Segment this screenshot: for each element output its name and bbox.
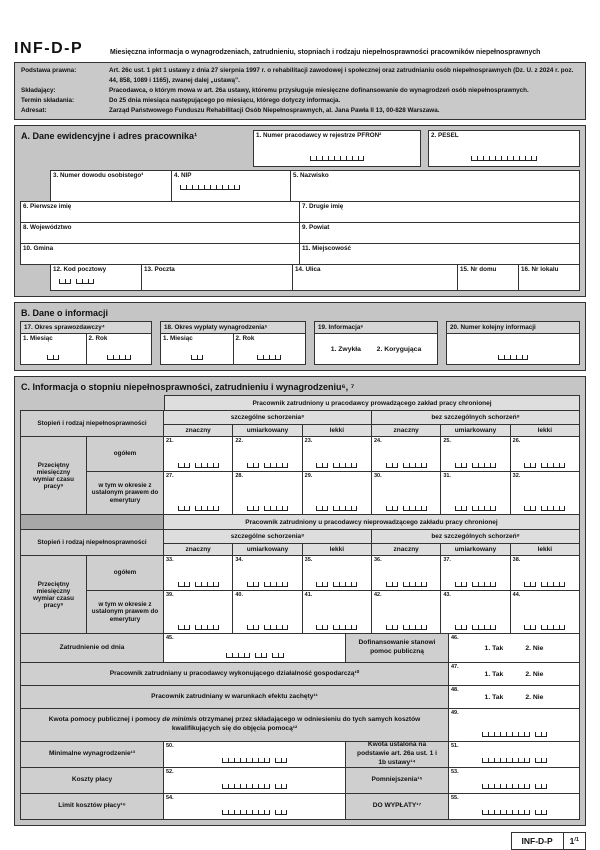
field-voivodeship-label: 8. Województwo <box>23 224 72 232</box>
cell-number: 34. <box>235 557 243 564</box>
section-c-title: C. Informacja o stopniu niepełnosprawności, zatrudnieniu i wynagrodzeniu⁶, ⁷ <box>21 382 355 393</box>
field-payment-period <box>160 321 306 365</box>
subsidy-public-aid-label: Dofinansowanie stanowi pomoc publiczną <box>345 633 449 663</box>
field-to-pay[interactable] <box>448 793 580 820</box>
field-second-name[interactable] <box>299 201 580 223</box>
field-nip[interactable] <box>171 170 291 202</box>
col-special-ailments: szczególne schorzenia⁸ <box>163 529 372 544</box>
field-business-activity <box>448 662 580 686</box>
reporting-period-label: 17. Okres sprawozdawczy⁴ <box>21 322 151 334</box>
cell-27[interactable] <box>163 471 233 515</box>
to-pay-comb[interactable] <box>449 810 579 815</box>
field-county-label: 9. Powiat <box>302 224 330 232</box>
field-house-number[interactable] <box>457 264 519 291</box>
col-degree: lekki <box>510 424 580 437</box>
cell-41-comb[interactable] <box>303 625 371 630</box>
field-nip-label: 4. NIP <box>174 172 192 180</box>
option-no[interactable]: 2. Nie <box>525 644 544 652</box>
section-b-title: B. Dane o informacji <box>21 308 109 319</box>
cell-36-comb[interactable] <box>372 582 440 587</box>
field-county[interactable] <box>299 222 580 244</box>
section-a-grid <box>20 170 580 291</box>
option-regular[interactable]: 1. Zwykła <box>330 345 361 353</box>
cost-limit-label: Limit kosztów płacy¹⁶ <box>20 793 164 820</box>
option-correcting[interactable]: 2. Korygująca <box>376 345 422 353</box>
cell-40-comb[interactable] <box>233 625 301 630</box>
cell-29[interactable] <box>302 471 372 515</box>
cell-number: 52. <box>166 769 174 776</box>
col-degree: znaczny <box>371 543 441 556</box>
cell-number: 33. <box>166 557 174 564</box>
aid-label-post: otrzymanej przez składającego w odniesieniu do tych samych kosztów kwalifikujących się do objęcia pomocą¹² <box>171 716 421 733</box>
cell-number: 28. <box>235 473 243 480</box>
legal-info-box <box>14 62 586 120</box>
year-label: 2. Rok <box>235 335 255 343</box>
row-label-retirement: w tym w okresie z ustalonym prawem do emerytury <box>86 590 164 634</box>
cell-24-comb[interactable] <box>372 463 440 468</box>
public-aid-amount-comb[interactable] <box>449 732 579 737</box>
field-pesel[interactable] <box>428 130 580 167</box>
cell-number: 36. <box>373 557 382 564</box>
aid-label-pre: Kwota pomocy publicznej i pomocy <box>48 716 163 724</box>
field-pesel-label: 2. PESEL <box>431 132 459 140</box>
cell-34-comb[interactable] <box>233 582 301 587</box>
cell-21-comb[interactable] <box>164 463 232 468</box>
field-town[interactable] <box>299 243 580 265</box>
cell-number: 38. <box>512 557 521 564</box>
legal-text: Art. 26c ust. 1 pkt 1 ustawy z dnia 27 sierpnia 1997 r. o rehabilitacji zawodowej i społecznej oraz zatrudnianiu osób niepełnosprawnych (Dz. U. z 2024 r. poz. 44, 858, 1089 i 1165), zwanej dalej „ustawą”. <box>109 67 574 85</box>
field-post-office[interactable] <box>141 264 293 291</box>
pfron-number-comb[interactable] <box>254 156 420 161</box>
option-yes[interactable]: 1. Tak <box>484 693 504 701</box>
field-first-name[interactable] <box>20 201 300 223</box>
cell-number: 41. <box>304 592 313 599</box>
cell-number: 35. <box>304 557 313 564</box>
amount-26a-comb[interactable] <box>449 758 579 763</box>
cell-number: 26. <box>512 438 521 445</box>
legal-row-addressee <box>21 106 579 116</box>
row-label-total: ogółem <box>86 555 164 591</box>
reductions-comb[interactable] <box>449 784 579 789</box>
page-number <box>564 833 585 849</box>
cell-25[interactable] <box>440 436 510 472</box>
col-degree: umiarkowany <box>232 543 302 556</box>
col-degree: znaczny <box>163 543 233 556</box>
legal-label: Termin składania: <box>21 97 75 105</box>
cell-number: 54. <box>166 795 174 802</box>
page-current: 1 <box>569 836 575 847</box>
field-minimum-wage[interactable] <box>163 741 346 768</box>
col-degree: znaczny <box>163 424 233 437</box>
cell-30-comb[interactable] <box>372 506 440 511</box>
field-voivodeship[interactable] <box>20 222 300 244</box>
field-town-label: 11. Miejscowość <box>302 245 352 253</box>
information-number-comb[interactable] <box>447 355 579 360</box>
field-post-office-label: 13. Poczta <box>144 266 175 274</box>
employment-date-label: Zatrudnienie od dnia <box>20 633 164 663</box>
section-a <box>14 125 586 297</box>
option-no[interactable]: 2. Nie <box>525 670 544 678</box>
cell-number: 39. <box>166 592 174 599</box>
col-special-ailments: szczególne schorzenia⁸ <box>163 410 372 425</box>
row-label-total: ogółem <box>86 436 164 472</box>
aid-label-de-minimis: de minimis <box>162 716 197 724</box>
business-activity-label: Pracownik zatrudniany u pracodawcy wykonującego działalność gospodarczą¹⁰ <box>20 662 449 686</box>
field-cost-limit[interactable] <box>163 793 346 820</box>
row-header-degree-type: Stopień i rodzaj niepełnosprawności <box>20 410 164 437</box>
legal-label: Adresat: <box>21 107 47 115</box>
field-house-number-label: 15. Nr domu <box>460 266 497 274</box>
field-second-name-label: 7. Drugie imię <box>302 203 344 211</box>
payment-period-month[interactable] <box>161 334 233 364</box>
cell-30[interactable] <box>371 471 441 515</box>
cell-44-comb[interactable] <box>511 625 579 630</box>
col-no-special-ailments: bez szczególnych schorzeń⁸ <box>371 529 580 544</box>
form-subtitle: Miesięczna informacja o wynagrodzeniach, zatrudnieniu, stopniach i rodzaju niepełnosprawności pracowników niepełnosprawnych <box>110 49 541 56</box>
cell-36[interactable] <box>371 555 441 591</box>
cell-37-comb[interactable] <box>441 582 509 587</box>
employment-date-comb[interactable] <box>164 653 345 658</box>
legal-row-basis <box>21 66 579 86</box>
cell-number: 37. <box>443 557 451 564</box>
public-aid-amount-label <box>20 708 449 742</box>
disability-table-sheltered <box>20 395 580 820</box>
cell-29-comb[interactable] <box>303 506 371 511</box>
legal-row-deadline <box>21 96 579 106</box>
cell-number: 32. <box>512 473 521 480</box>
cell-33[interactable] <box>163 555 233 591</box>
table2-corner <box>20 514 164 530</box>
cell-number: 50. <box>166 743 174 750</box>
legal-text: Zarząd Państwowego Funduszu Rehabilitacji Osób Niepełnosprawnych, al. Jana Pawła II 13, 00-828 Warszawa. <box>109 107 440 115</box>
legal-row-filer <box>21 86 579 96</box>
cell-number: 45. <box>166 635 174 642</box>
row-header-work-time: Przeciętny miesięczny wymiar czasu pracy⁹ <box>20 555 87 634</box>
cell-22[interactable] <box>232 436 302 472</box>
option-yes[interactable]: 1. Tak <box>484 644 504 652</box>
section-b <box>14 302 586 371</box>
legal-text: Do 25 dnia miesiąca następującego po miesiącu, którego dotyczy informacja. <box>109 97 341 105</box>
field-surname[interactable] <box>290 170 580 202</box>
cell-28[interactable] <box>232 471 302 515</box>
incentive-effect-label: Pracownik zatrudniany w warunkach efektu zachęty¹¹ <box>20 685 449 709</box>
reporting-month-comb[interactable] <box>21 355 86 360</box>
legal-label: Składający: <box>21 87 56 95</box>
field-labor-costs[interactable] <box>163 767 346 794</box>
field-commune-label: 10. Gmina <box>23 245 54 253</box>
cell-22-comb[interactable] <box>233 463 301 468</box>
cell-number: 30. <box>373 473 382 480</box>
field-first-name-label: 6. Pierwsze imię <box>23 203 72 211</box>
field-commune[interactable] <box>20 243 300 265</box>
field-public-aid-amount[interactable] <box>448 708 580 742</box>
field-employment-date[interactable] <box>163 633 346 663</box>
cell-39-comb[interactable] <box>164 625 232 630</box>
legal-label: Podstawa prawna: <box>21 67 77 74</box>
cell-number: 53. <box>451 769 459 776</box>
cell-38[interactable] <box>510 555 580 591</box>
to-pay-label: DO WYPŁATY¹⁷ <box>345 793 449 820</box>
page-footer <box>14 832 586 850</box>
payment-period-label: 18. Okres wypłaty wynagrodzenia⁵ <box>161 322 305 334</box>
cell-42-comb[interactable] <box>372 625 440 630</box>
cell-number: 22. <box>235 438 243 445</box>
cell-24[interactable] <box>371 436 441 472</box>
cell-26-comb[interactable] <box>511 463 579 468</box>
cell-39[interactable] <box>163 590 233 634</box>
table2-header: Pracownik zatrudniony u pracodawcy nieprowadzącego zakładu pracy chronionej <box>163 514 580 530</box>
field-incentive-effect <box>448 685 580 709</box>
cell-23[interactable] <box>302 436 372 472</box>
cell-number: 49. <box>451 710 459 717</box>
col-degree: lekki <box>302 543 372 556</box>
cell-21[interactable] <box>163 436 233 472</box>
reductions-label: Pomniejszenia¹⁵ <box>345 767 449 794</box>
table1-corner <box>20 395 164 411</box>
col-degree: umiarkowany <box>440 543 510 556</box>
row-header-degree-type: Stopień i rodzaj niepełnosprawności <box>20 529 164 556</box>
cell-number: 21. <box>166 438 174 445</box>
cell-34[interactable] <box>232 555 302 591</box>
cell-number: 42. <box>373 592 382 599</box>
payment-month-comb[interactable] <box>161 355 233 360</box>
cell-number: 40. <box>235 592 243 599</box>
page-indicator <box>511 832 587 850</box>
cell-41[interactable] <box>302 590 372 634</box>
reporting-period-month[interactable] <box>21 334 86 364</box>
pesel-comb[interactable] <box>429 156 579 161</box>
option-no[interactable]: 2. Nie <box>525 693 544 701</box>
cell-32-comb[interactable] <box>511 506 579 511</box>
table1-header: Pracownik zatrudniony u pracodawcy prowadzącego zakład pracy chronionej <box>164 395 580 411</box>
cell-number: 24. <box>373 438 382 445</box>
form-title-bar <box>14 40 586 58</box>
field-information-number <box>446 321 580 365</box>
cell-number: 29. <box>304 473 313 480</box>
section-a-title: A. Dane ewidencyjne i adres pracownika¹ <box>21 131 198 142</box>
reporting-year-comb[interactable] <box>87 355 152 360</box>
cell-31[interactable] <box>440 471 510 515</box>
legal-text: Pracodawca, o którym mowa w art. 26a ustawy, któremu przysługuje miesięczne dofinansowanie do wynagrodzeń osób niepełnosprawnych. <box>109 87 529 95</box>
field-subsidy-public-aid <box>448 633 580 663</box>
cell-44[interactable] <box>510 590 580 634</box>
row-header-work-time: Przeciętny miesięczny wymiar czasu pracy⁹ <box>20 436 87 515</box>
cell-32[interactable] <box>510 471 580 515</box>
cell-35-comb[interactable] <box>303 582 371 587</box>
field-street[interactable] <box>292 264 458 291</box>
col-degree: umiarkowany <box>232 424 302 437</box>
reporting-period-year[interactable] <box>86 334 152 364</box>
cell-number: 46. <box>451 635 459 642</box>
cell-42[interactable] <box>371 590 441 634</box>
option-yes[interactable]: 1. Tak <box>484 670 504 678</box>
postal-code-comb[interactable] <box>51 279 141 284</box>
cell-26[interactable] <box>510 436 580 472</box>
field-id-card-number[interactable] <box>50 170 172 202</box>
cell-number: 23. <box>304 438 313 445</box>
cell-28-comb[interactable] <box>233 506 301 511</box>
payment-period-year[interactable] <box>233 334 306 364</box>
section-c <box>14 376 586 826</box>
year-label: 2. Rok <box>88 335 108 343</box>
field-postal-code[interactable] <box>50 264 142 291</box>
minimum-wage-label: Minimalne wynagrodzenie¹³ <box>20 741 164 768</box>
cell-43[interactable] <box>440 590 510 634</box>
field-surname-label: 5. Nazwisko <box>293 172 329 180</box>
cell-number: 25. <box>443 438 451 445</box>
cell-33-comb[interactable] <box>164 582 232 587</box>
col-no-special-ailments: bez szczególnych schorzeń⁸ <box>371 410 580 425</box>
field-reporting-period <box>20 321 152 365</box>
cell-23-comb[interactable] <box>303 463 371 468</box>
cell-38-comb[interactable] <box>511 582 579 587</box>
footer-form-code: INF-D-P <box>512 833 564 849</box>
cell-43-comb[interactable] <box>441 625 509 630</box>
form-code: INF-D-P <box>14 40 84 57</box>
cell-31-comb[interactable] <box>441 506 509 511</box>
amount-26a-label: Kwota ustalona na podstawie art. 26a ust. 1 i 1b ustawy¹⁴ <box>345 741 449 768</box>
cell-number: 47. <box>451 664 459 671</box>
month-label: 1. Miesiąc <box>23 335 53 343</box>
field-amount-26a[interactable] <box>448 741 580 768</box>
information-number-label: 20. Numer kolejny informacji <box>447 322 579 334</box>
col-degree: lekki <box>302 424 372 437</box>
cell-40[interactable] <box>232 590 302 634</box>
cell-number: 27. <box>166 473 174 480</box>
cell-25-comb[interactable] <box>441 463 509 468</box>
col-degree: znaczny <box>371 424 441 437</box>
field-flat-number[interactable] <box>518 264 580 291</box>
cell-37[interactable] <box>440 555 510 591</box>
disability-table-nonsheltered <box>20 514 580 530</box>
payment-year-comb[interactable] <box>234 355 306 360</box>
cell-number: 51. <box>451 743 459 750</box>
col-degree: umiarkowany <box>440 424 510 437</box>
month-label: 1. Miesiąc <box>163 335 193 343</box>
field-pfron-label: 1. Numer pracodawcy w rejestrze PFRON² <box>256 132 382 140</box>
cell-number: 43. <box>443 592 451 599</box>
cell-35[interactable] <box>302 555 372 591</box>
information-type-label: 19. Informacja⁶ <box>315 322 437 334</box>
field-pfron-number[interactable] <box>253 130 421 167</box>
minimum-wage-comb[interactable] <box>164 758 345 763</box>
page-total: /1 <box>574 837 579 844</box>
cell-number: 31. <box>443 473 451 480</box>
field-flat-number-label: 16. Nr lokalu <box>521 266 559 274</box>
field-street-label: 14. Ulica <box>295 266 321 274</box>
labor-costs-label: Koszty płacy <box>20 767 164 794</box>
field-id-card-label: 3. Numer dowodu osobistego³ <box>53 172 144 180</box>
row-label-retirement: w tym w okresie z ustalonym prawem do emerytury <box>86 471 164 515</box>
cell-number: 55. <box>451 795 459 802</box>
cell-number: 48. <box>451 687 459 694</box>
cell-number: 44. <box>512 592 521 599</box>
col-degree: lekki <box>510 543 580 556</box>
labor-costs-comb[interactable] <box>164 784 345 789</box>
field-postal-code-label: 12. Kod pocztowy <box>53 266 107 274</box>
field-reductions[interactable] <box>448 767 580 794</box>
cost-limit-comb[interactable] <box>164 810 345 815</box>
cell-27-comb[interactable] <box>164 506 232 511</box>
field-information-type <box>314 321 438 365</box>
nip-comb[interactable] <box>172 185 290 190</box>
